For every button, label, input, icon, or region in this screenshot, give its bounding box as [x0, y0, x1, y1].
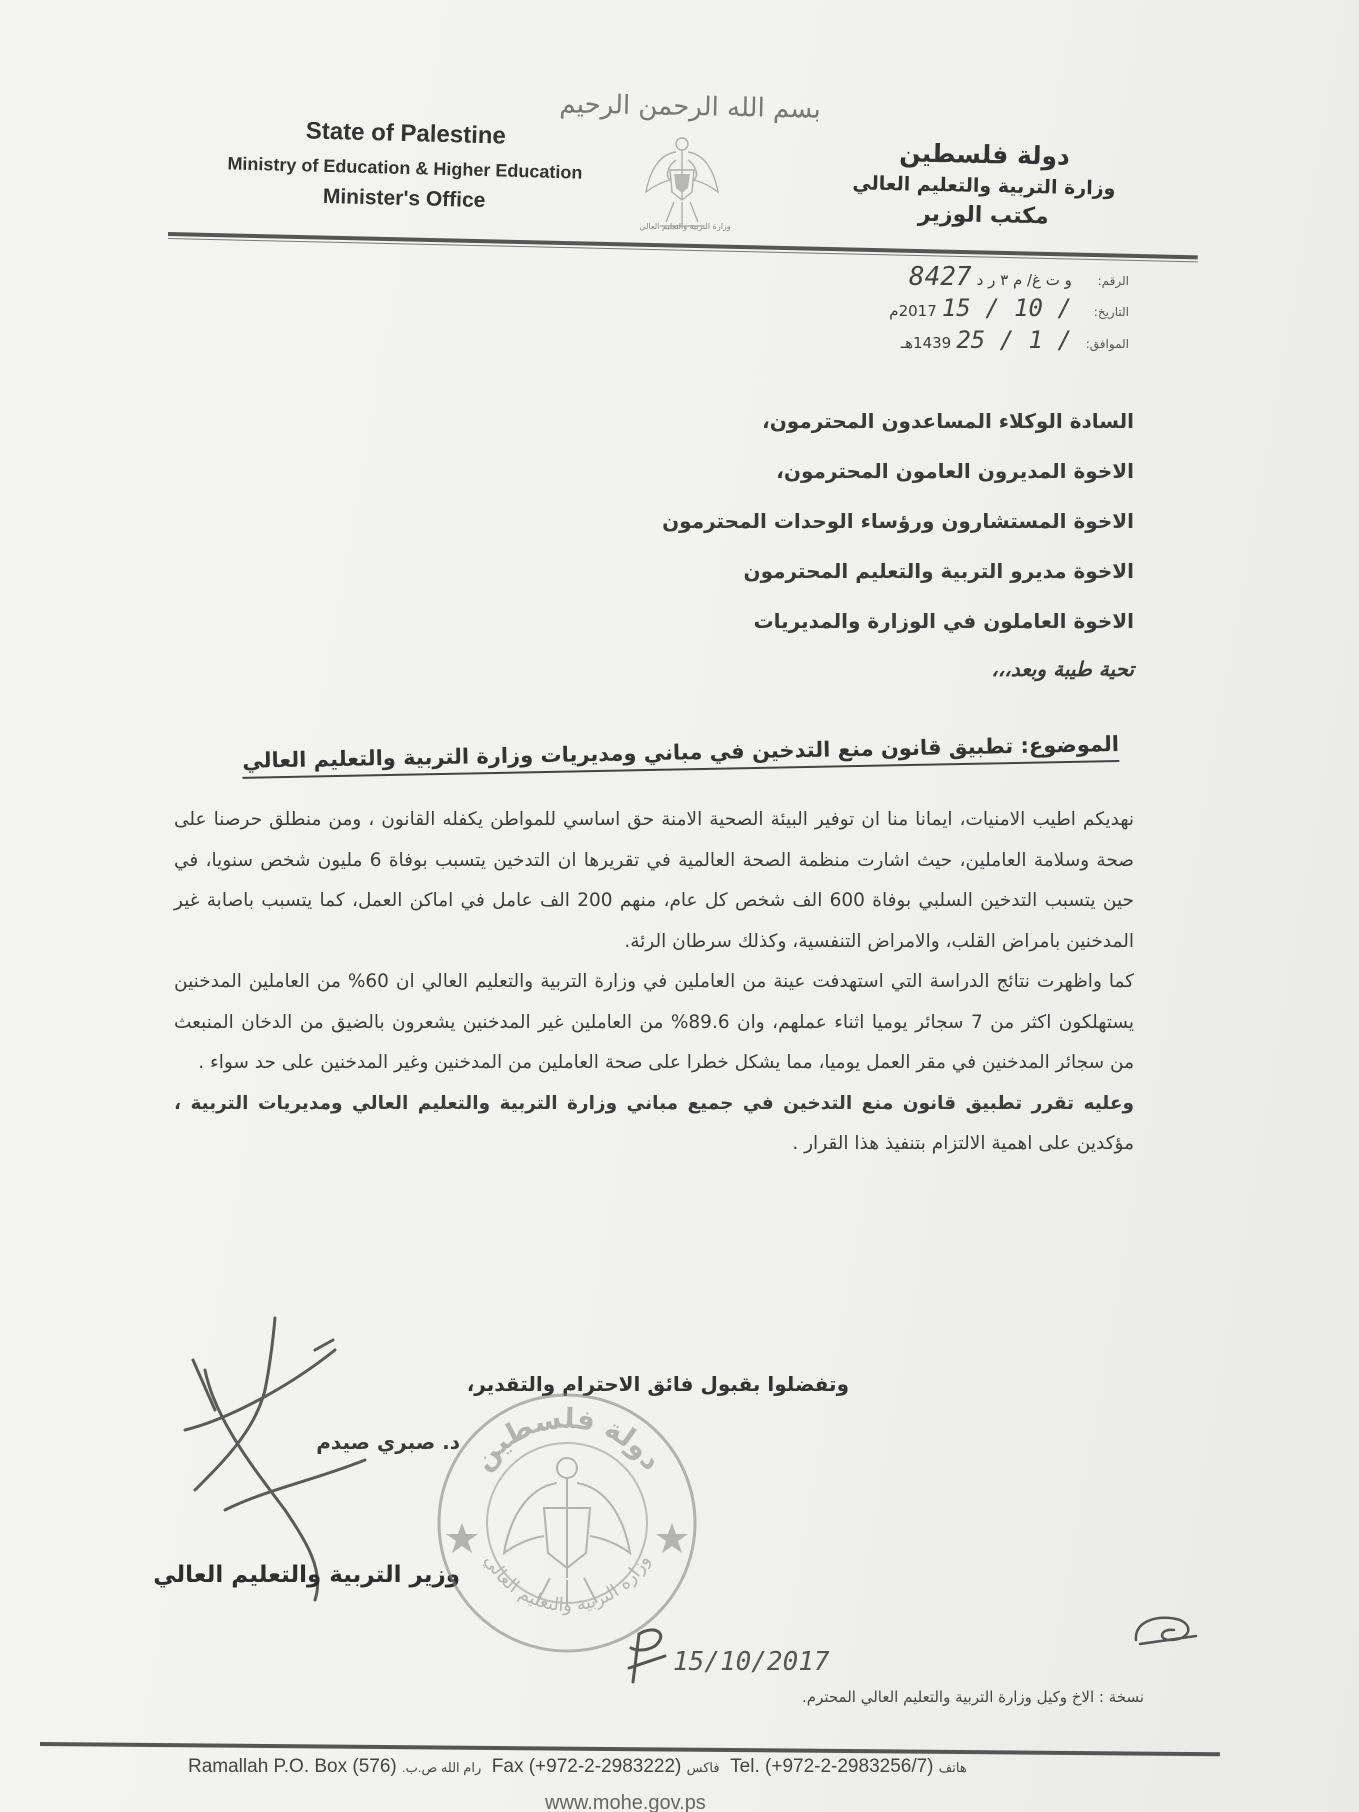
ref-number-printed: و ت غ/ م ٣ ر د	[976, 271, 1072, 289]
ref-number-handwritten: 8427	[908, 262, 972, 292]
subject-line	[219, 732, 1119, 773]
ref-date-row	[829, 294, 1129, 326]
basmala: بسم الله الرحمن الرحيم	[559, 89, 822, 125]
closing-line: وتفضلوا بقبول فائق الاحترام والتقدير،	[466, 1372, 849, 1396]
ref-hijri-label: الموافق:	[1085, 337, 1129, 351]
header-en-ministry: Ministry of Education & Higher Education	[227, 153, 583, 183]
ref-number-label: الرقم:	[1097, 274, 1129, 288]
reference-block	[829, 262, 1129, 358]
ref-hijri-handwritten: 25 / 1 /	[956, 326, 1072, 354]
stamp-top-text: دولة فلسطين	[466, 1401, 669, 1477]
addressee-line: الاخوة المديرون العامون المحترمون،	[776, 459, 1134, 483]
footer-tel: Tel. (+972-2-2983256/7)	[730, 1756, 934, 1777]
addressee-line: الاخوة العاملون في الوزارة والمديريات	[753, 609, 1134, 633]
logo-caption: وزارة التربية والتعليم العالي	[639, 222, 731, 231]
footer-fax-ar: فاكس	[686, 1760, 720, 1775]
ref-date-label: التاريخ:	[1093, 305, 1129, 319]
subject-text: الموضوع: تطبيق قانون منع التدخين في مباني ومديريات وزارة التربية والتعليم العالي	[242, 732, 1119, 779]
header-en-office: Minister's Office	[322, 184, 486, 213]
letter-body	[174, 800, 1134, 1165]
header-en-state: State of Palestine	[305, 117, 507, 150]
footer-fax: Fax (+972-2-2983222)	[491, 1756, 682, 1777]
footer-divider	[40, 1742, 1220, 1756]
addressee-line: السادة الوكلاء المساعدون المحترمون،	[762, 409, 1134, 433]
header-ar-office: مكتب الوزير	[917, 201, 1049, 230]
svg-text:دولة فلسطين	[466, 1401, 668, 1476]
addressee-list	[434, 396, 1134, 692]
signer-title: وزير التربية والتعليم العالي	[153, 1562, 460, 1588]
header-arabic	[833, 137, 1135, 231]
addressee-line: الاخوة مديرو التربية والتعليم المحترمون	[743, 559, 1134, 583]
header-english	[189, 114, 621, 216]
copy-to: نسخة : الاخ وكيل وزارة التربية والتعليم العالي المحترم.	[802, 1688, 1144, 1706]
ref-hijri-row	[829, 326, 1129, 358]
body-paragraph-3	[174, 1084, 1134, 1165]
handwritten-date-text: 15/10/2017	[673, 1647, 830, 1677]
addressee-line: الاخوة المستشارون ورؤساء الوحدات المحترمون	[662, 509, 1134, 533]
header-divider-thin	[168, 238, 1198, 262]
greeting: تحية طيبة وبعد،،،	[991, 657, 1134, 681]
handwritten-date	[625, 1612, 855, 1692]
header-ar-ministry: وزارة التربية والتعليم العالي	[852, 172, 1116, 200]
initials-scribble	[1130, 1610, 1200, 1650]
ref-hijri-suffix: 1439هـ	[900, 334, 952, 352]
ref-date-suffix: 2017م	[889, 302, 937, 320]
footer-po-box: Ramallah P.O. Box (576)	[188, 1756, 397, 1777]
body-paragraph-1: نهديكم اطيب الامنيات، ايمانا منا ان توفير البيئة الصحية الامنة حق اساسي للمواطن يكفله القانون ، ومن منطلق حرصنا على صحة وسلامة العاملين، حيث اشارت منظمة الصحة العالمية في تقريرها ان التدخين يتسبب بوفاة 6 مليون شخص سنويا، في حين يتسبب التدخين السلبي بوفاة 600 الف شخص كل عام، منهم 200 الف عامل في اماكن العمل، كما يتسبب باصابة غير المدخنين بامراض القلب، والامراض التنفسية، وكذلك سرطان الرئة.	[174, 809, 1134, 952]
footer-po-box-ar: رام الله ص.ب.	[402, 1760, 482, 1775]
signer-name: د. صبري صيدم	[316, 1430, 460, 1454]
ref-number-row	[829, 262, 1129, 294]
footer-contact	[188, 1756, 1128, 1778]
stamp-bottom-text: وزارة التربية والتعليم العالي	[479, 1551, 655, 1616]
footer-tel-ar: هاتف	[938, 1760, 967, 1775]
footer-website: www.mohe.gov.ps	[545, 1792, 706, 1812]
header-ar-state: دولة فلسطين	[898, 138, 1071, 171]
ref-date-handwritten: 15 / 10 /	[941, 294, 1072, 322]
decision-emphasis: مؤكدين على اهمية الالتزام بتنفيذ هذا القرار .	[792, 1133, 1134, 1154]
decision-text: وعليه تقرر تطبيق قانون منع التدخين في جميع مباني وزارة التربية والتعليم العالي ومديريات التربية ،	[174, 1092, 1134, 1114]
body-paragraph-2: كما واظهرت نتائج الدراسة التي استهدفت عينة من العاملين في وزارة التربية والتعليم العالي ان 60% من العاملين المدخنين يستهلكون اكثر من 7 سجائر يوميا اثناء عملهم، وان 89.6% من العاملين غير المدخنين يشعرون بالضيق من الدخان المنبعث من سجائر المدخنين في مقر العمل يوميا، مما يشكل خطرا على صحة العاملين من المدخنين وغير المدخنين على حد سواء .	[174, 971, 1134, 1073]
